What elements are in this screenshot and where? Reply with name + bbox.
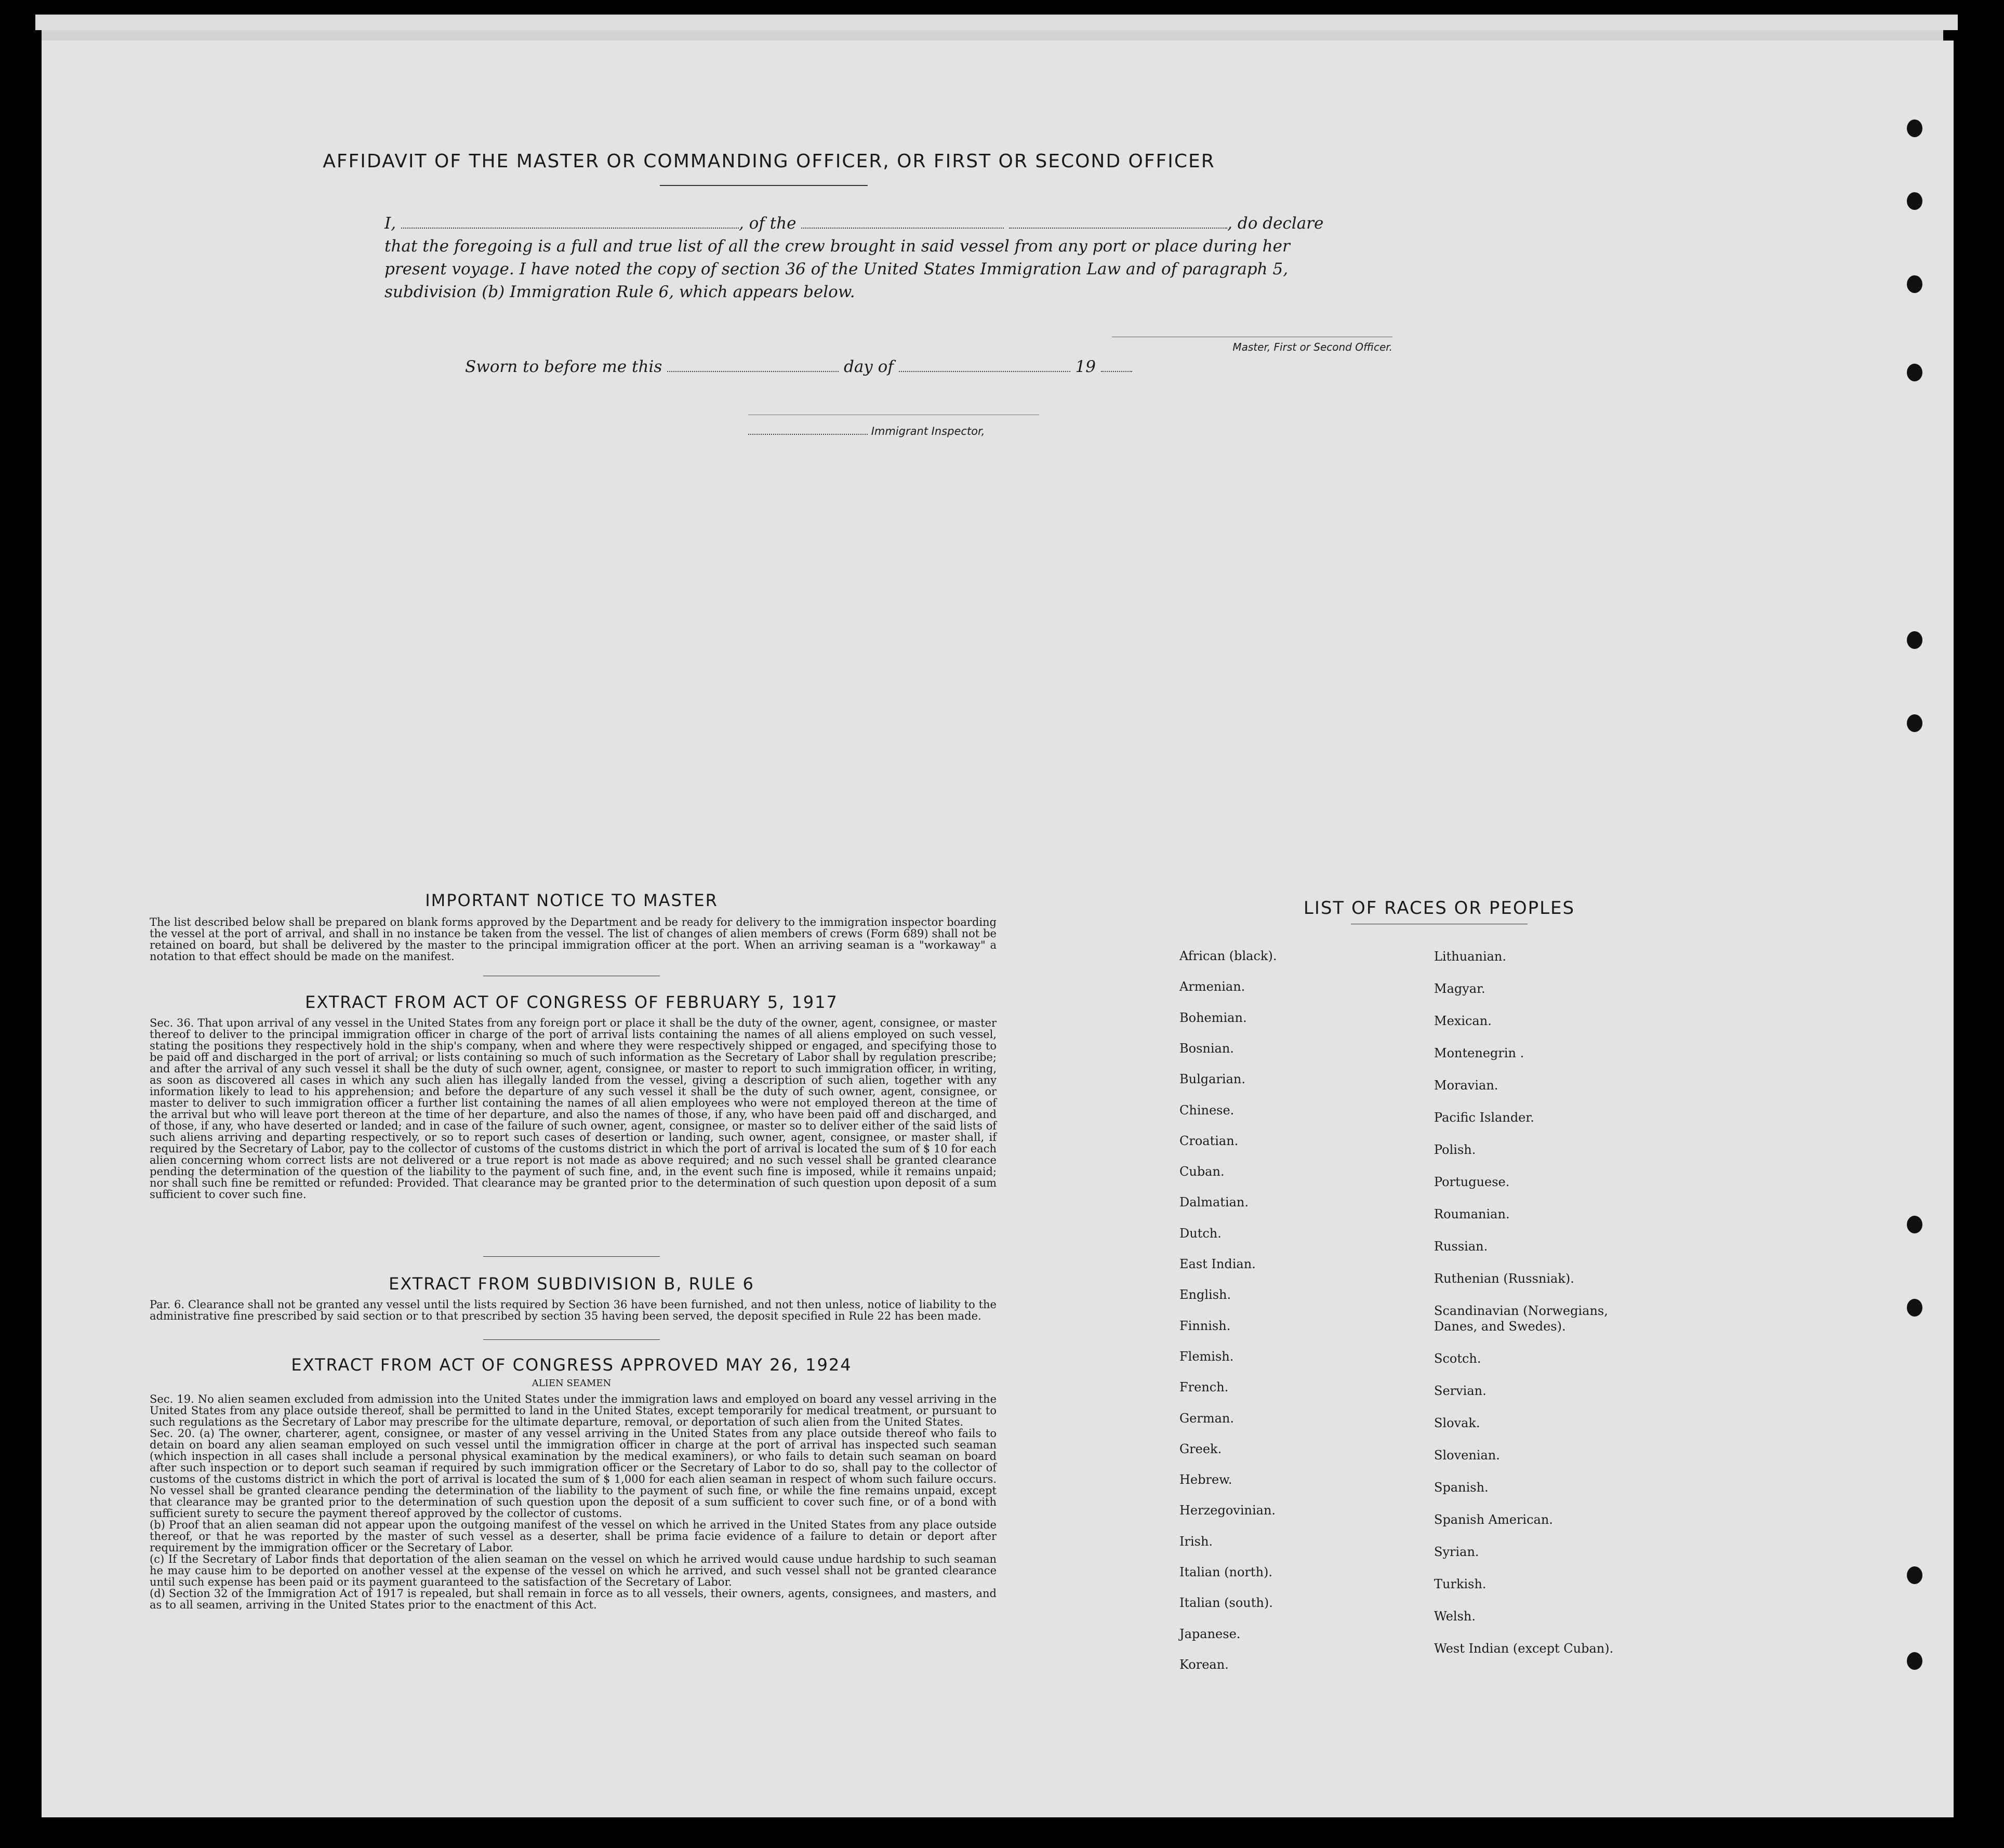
sec20c-text: (c) If the Secretary of Labor finds that deportation of the alien seaman on the vessel on which he arrived would cause undue hardship to such seaman he may cause him to be deported on another vessel at the expense of the vessel on which he arrived, and such vessel shall not be granted clearance until such expense has been paid or its payment guaranteed to the satisfaction of the Secretary of Labor. — [150, 1553, 997, 1588]
sec20d-text: (d) Section 32 of the Immigration Act of 1917 is repealed, but shall remain in force as to all vessels, their owners, agents, consignees, and masters, and as to all seamen, arriving in the United States prior to the enactment of this Act. — [150, 1587, 997, 1611]
race-item: West Indian (except Cuban). — [1434, 1641, 1614, 1656]
race-item: Finnish. — [1179, 1318, 1231, 1333]
race-item: African (black). — [1179, 949, 1277, 963]
race-item: Armenian. — [1179, 979, 1245, 994]
extract-rule6-text: Par. 6. Clearance shall not be granted any vessel until the lists required by Section 36 have been furnished, and not then unless, notice of liability to the administrative fine prescribed by said section or to that prescribed by section 35 having been served, the deposit specified in Rule 22 has been made. — [150, 1298, 997, 1322]
day-blank — [667, 371, 839, 372]
extract-1917-text: Sec. 36. That upon arrival of any vessel in the United States from any foreign port or place it shall be the duty of the owner, agent, consignee, or master thereof to deliver to the principal immigration officer in charge of the port of arrival lists containing the names of all aliens employed on such vessel, stating the positions they respectively hold in the ship's company, when and where they were respectively shipped or engaged, and specifying those to be paid off and discharged in the port of arrival; or lists containing so much of such information as the Secretary of Labor shall by regulation prescribe; and after the arrival of any such vessel it shall be the duty of such owner, agent, consignee, or master to report to such immigration officer, in writing, as soon as discovered all cases in which any such alien has illegally landed from the vessel, giving a description of such alien, together with any information likely to lead to his apprehension; and before the departure of any such vessel it shall be the duty of such owner, agent, consignee, or master to deliver to such immigration officer a further list containing the names of all alien employees who were not employed thereon at the time of the arrival but who will leave port thereon at the time of her departure, and also the names of those, if any, who have been paid off and discharged, and of those, if any, who have deserted or landed; and in case of the failure of such owner, agent, consignee, or master so to deliver either of the said lists of such aliens arriving and departing respectively, or so to report such cases of desertion or landing, such owner, agent, consignee, or master shall, if required by the Secretary of Labor, pay to the collector of customs of the customs district in which the port of arrival is located the sum of $ 10 for each alien concerning whom correct lists are not delivered or a true report is not made as above required; and no such vessel shall be granted clearance pending the determination of the question of the liability to the payment of such fine, and, in the event such fine is imposed, while it remains unpaid; nor shall such fine be remitted or refunded: Provided. That clearance may be granted prior to the determination of such question upon deposit of a sum sufficient to cover such fine. — [150, 1017, 997, 1201]
race-item: Scandinavian (Norwegians, Danes, and Swedes). — [1434, 1304, 1608, 1334]
binder-hole — [1907, 1216, 1922, 1233]
background-sheet-edge — [35, 15, 1958, 30]
binder-hole — [1907, 714, 1922, 732]
race-item: Portuguese. — [1434, 1175, 1510, 1189]
do-declare-label: , do declare — [1227, 214, 1324, 233]
body-line-3: subdivision (b) Immigration Rule 6, which appears below. — [384, 283, 855, 301]
month-blank — [899, 371, 1070, 372]
master-signature-label: Master, First or Second Officer. — [1232, 341, 1392, 353]
inspector-label: Immigrant Inspector, — [871, 425, 985, 437]
sworn-label: Sworn to before me this — [465, 357, 662, 376]
race-item: Cuban. — [1179, 1164, 1225, 1179]
race-item: Syrian. — [1434, 1545, 1479, 1559]
day-of-label: day of — [843, 357, 894, 376]
race-item: Italian (north). — [1179, 1565, 1273, 1579]
race-item: Slovenian. — [1434, 1448, 1500, 1463]
race-item: Magyar. — [1434, 981, 1485, 996]
binder-hole — [1907, 364, 1922, 381]
race-item: Turkish. — [1434, 1577, 1487, 1591]
race-item: Bosnian. — [1179, 1041, 1234, 1056]
binder-hole — [1907, 631, 1922, 649]
race-item: Korean. — [1179, 1657, 1229, 1672]
race-item: Spanish American. — [1434, 1512, 1553, 1527]
race-item: Welsh. — [1434, 1609, 1476, 1624]
race-item: Polish. — [1434, 1142, 1476, 1157]
binder-hole — [1907, 1299, 1922, 1317]
race-item: East Indian. — [1179, 1257, 1256, 1271]
race-item: Montenegrin . — [1434, 1046, 1524, 1060]
body-line-2: present voyage. I have noted the copy of section 36 of the United States Immigration Law and of paragraph 5, — [384, 260, 1289, 278]
vessel-blank — [801, 228, 1004, 229]
races-title: LIST OF RACES OR PEOPLES — [1303, 898, 1575, 919]
race-item: Russian. — [1434, 1239, 1488, 1254]
affidavit-title: AFFIDAVIT OF THE MASTER OR COMMANDING OFFICER, OR FIRST OR SECOND OFFICER — [323, 151, 1215, 172]
race-item: Hebrew. — [1179, 1472, 1232, 1487]
extract-1917-title: EXTRACT FROM ACT OF CONGRESS OF FEBRUARY 5, 1917 — [305, 992, 838, 1012]
race-item: Moravian. — [1434, 1078, 1498, 1093]
race-item: Croatian. — [1179, 1133, 1239, 1148]
race-item: French. — [1179, 1380, 1229, 1395]
binder-hole — [1907, 1652, 1922, 1670]
inspector-line — [748, 425, 985, 437]
sec20a-text: Sec. 20. (a) The owner, charterer, agent, consignee, or master of any vessel arriving in the United States from any place outside thereof who fails to detain on board any alien seaman employed on such vessel until the immigration officer in charge at the port of arrival has inspected such seaman (which inspection in all cases shall include a personal physical examination by the medical examiners), or who fails to detain such seaman on board after such inspection or to deport such seaman if required by such immigration officer or the Secretary of Labor to do so, shall pay to the collector of customs of the customs district in which the port of arrival is located the sum of $ 1,000 for each alien seaman in respect of whom such failure occurs. No vessel shall be granted clearance pending the determination of the liability to the payment of such fine, or while the fine remains unpaid, except that clearance may be granted prior to the determination of such question upon the deposit of a sum sufficient to cover such fine, or of a bond with sufficient surety to secure the payment thereof approved by the collector of customs. — [150, 1427, 997, 1520]
sworn-line — [465, 357, 1132, 376]
body-line-1: that the foregoing is a full and true list of all the crew brought in said vessel from any port or place during her — [384, 237, 1290, 256]
race-item: Bohemian. — [1179, 1010, 1247, 1025]
race-item: Dalmatian. — [1179, 1195, 1249, 1210]
name-blank — [401, 228, 739, 229]
extract-1924-subtitle: ALIEN SEAMEN — [532, 1378, 612, 1389]
race-item: Ruthenian (Russniak). — [1434, 1271, 1574, 1286]
extract-1924-title: EXTRACT FROM ACT OF CONGRESS APPROVED MAY 26, 1924 — [291, 1355, 852, 1375]
race-item: Pacific Islander. — [1434, 1110, 1534, 1125]
i-label: I, — [384, 214, 396, 233]
sec20b-text: (b) Proof that an alien seaman did not appear upon the outgoing manifest of the vessel on which he arrived in the United States from any place outside thereof, or that he was reported by the master of such vessel as a deserter, shall be prima facie evidence of a failure to detain or deport after requirement by the immigration officer or the Secretary of Labor. — [150, 1519, 997, 1554]
race-item: English. — [1179, 1287, 1231, 1302]
extract-1924-body — [150, 1393, 997, 1611]
extract-rule6-title: EXTRACT FROM SUBDIVISION B, RULE 6 — [389, 1274, 754, 1294]
year-blank — [1101, 371, 1132, 372]
extract-1917-rule — [483, 1256, 660, 1257]
race-item: Spanish. — [1434, 1480, 1489, 1495]
race-item: Dutch. — [1179, 1226, 1222, 1241]
race-item: German. — [1179, 1411, 1234, 1426]
race-item: Bulgarian. — [1179, 1072, 1245, 1087]
race-item: Italian (south). — [1179, 1596, 1273, 1611]
sec19-text: Sec. 19. No alien seamen excluded from admission into the United States under the immigration laws and employed on board any vessel arriving in the United States from any place outside thereof, shall be permitted to land in the United States, except temporarily for medical treatment, or pursuant to such regulations as the Secretary of Labor may prescribe for the ultimate departure, removal, or deportation of such alien from the United States. — [150, 1393, 997, 1428]
notice-text: The list described below shall be prepared on blank forms approved by the Department and be ready for delivery to the immigration inspector boarding the vessel at the port of arrival, and shall in no instance be taken from the vessel. The list of changes of alien members of crews (Form 689) shall not be retained on board, but shall be delivered by the master to the principal immigration officer at the port. When an arriving seaman is a "workaway" a notation to that effect should be made on the manifest. — [150, 916, 997, 963]
race-item: Slovak. — [1434, 1416, 1480, 1430]
affidavit-body — [384, 212, 1392, 303]
race-item: Mexican. — [1434, 1014, 1492, 1028]
year-label: 19 — [1075, 357, 1096, 376]
title-rule — [660, 185, 868, 186]
race-item: Irish. — [1179, 1534, 1213, 1549]
race-item: Scotch. — [1434, 1351, 1481, 1366]
race-item: Roumanian. — [1434, 1207, 1510, 1221]
binder-hole — [1907, 1566, 1922, 1584]
document-page — [42, 41, 1954, 1817]
of-the-label: , of the — [738, 214, 797, 233]
race-item: Lithuanian. — [1434, 949, 1507, 964]
race-item: Servian. — [1434, 1384, 1487, 1398]
binder-hole — [1907, 275, 1922, 293]
race-item: Chinese. — [1179, 1102, 1235, 1118]
race-item: Japanese. — [1179, 1626, 1241, 1641]
race-item: Flemish. — [1179, 1349, 1234, 1364]
vessel-blank-2 — [1009, 228, 1227, 229]
extract-rule6-rule — [483, 1339, 660, 1340]
binder-hole — [1907, 119, 1922, 137]
binder-hole — [1907, 192, 1922, 210]
inspector-blank — [748, 434, 868, 435]
race-item: Greek. — [1179, 1441, 1222, 1456]
notice-title: IMPORTANT NOTICE TO MASTER — [425, 890, 718, 910]
race-item: Herzegovinian. — [1179, 1503, 1276, 1518]
